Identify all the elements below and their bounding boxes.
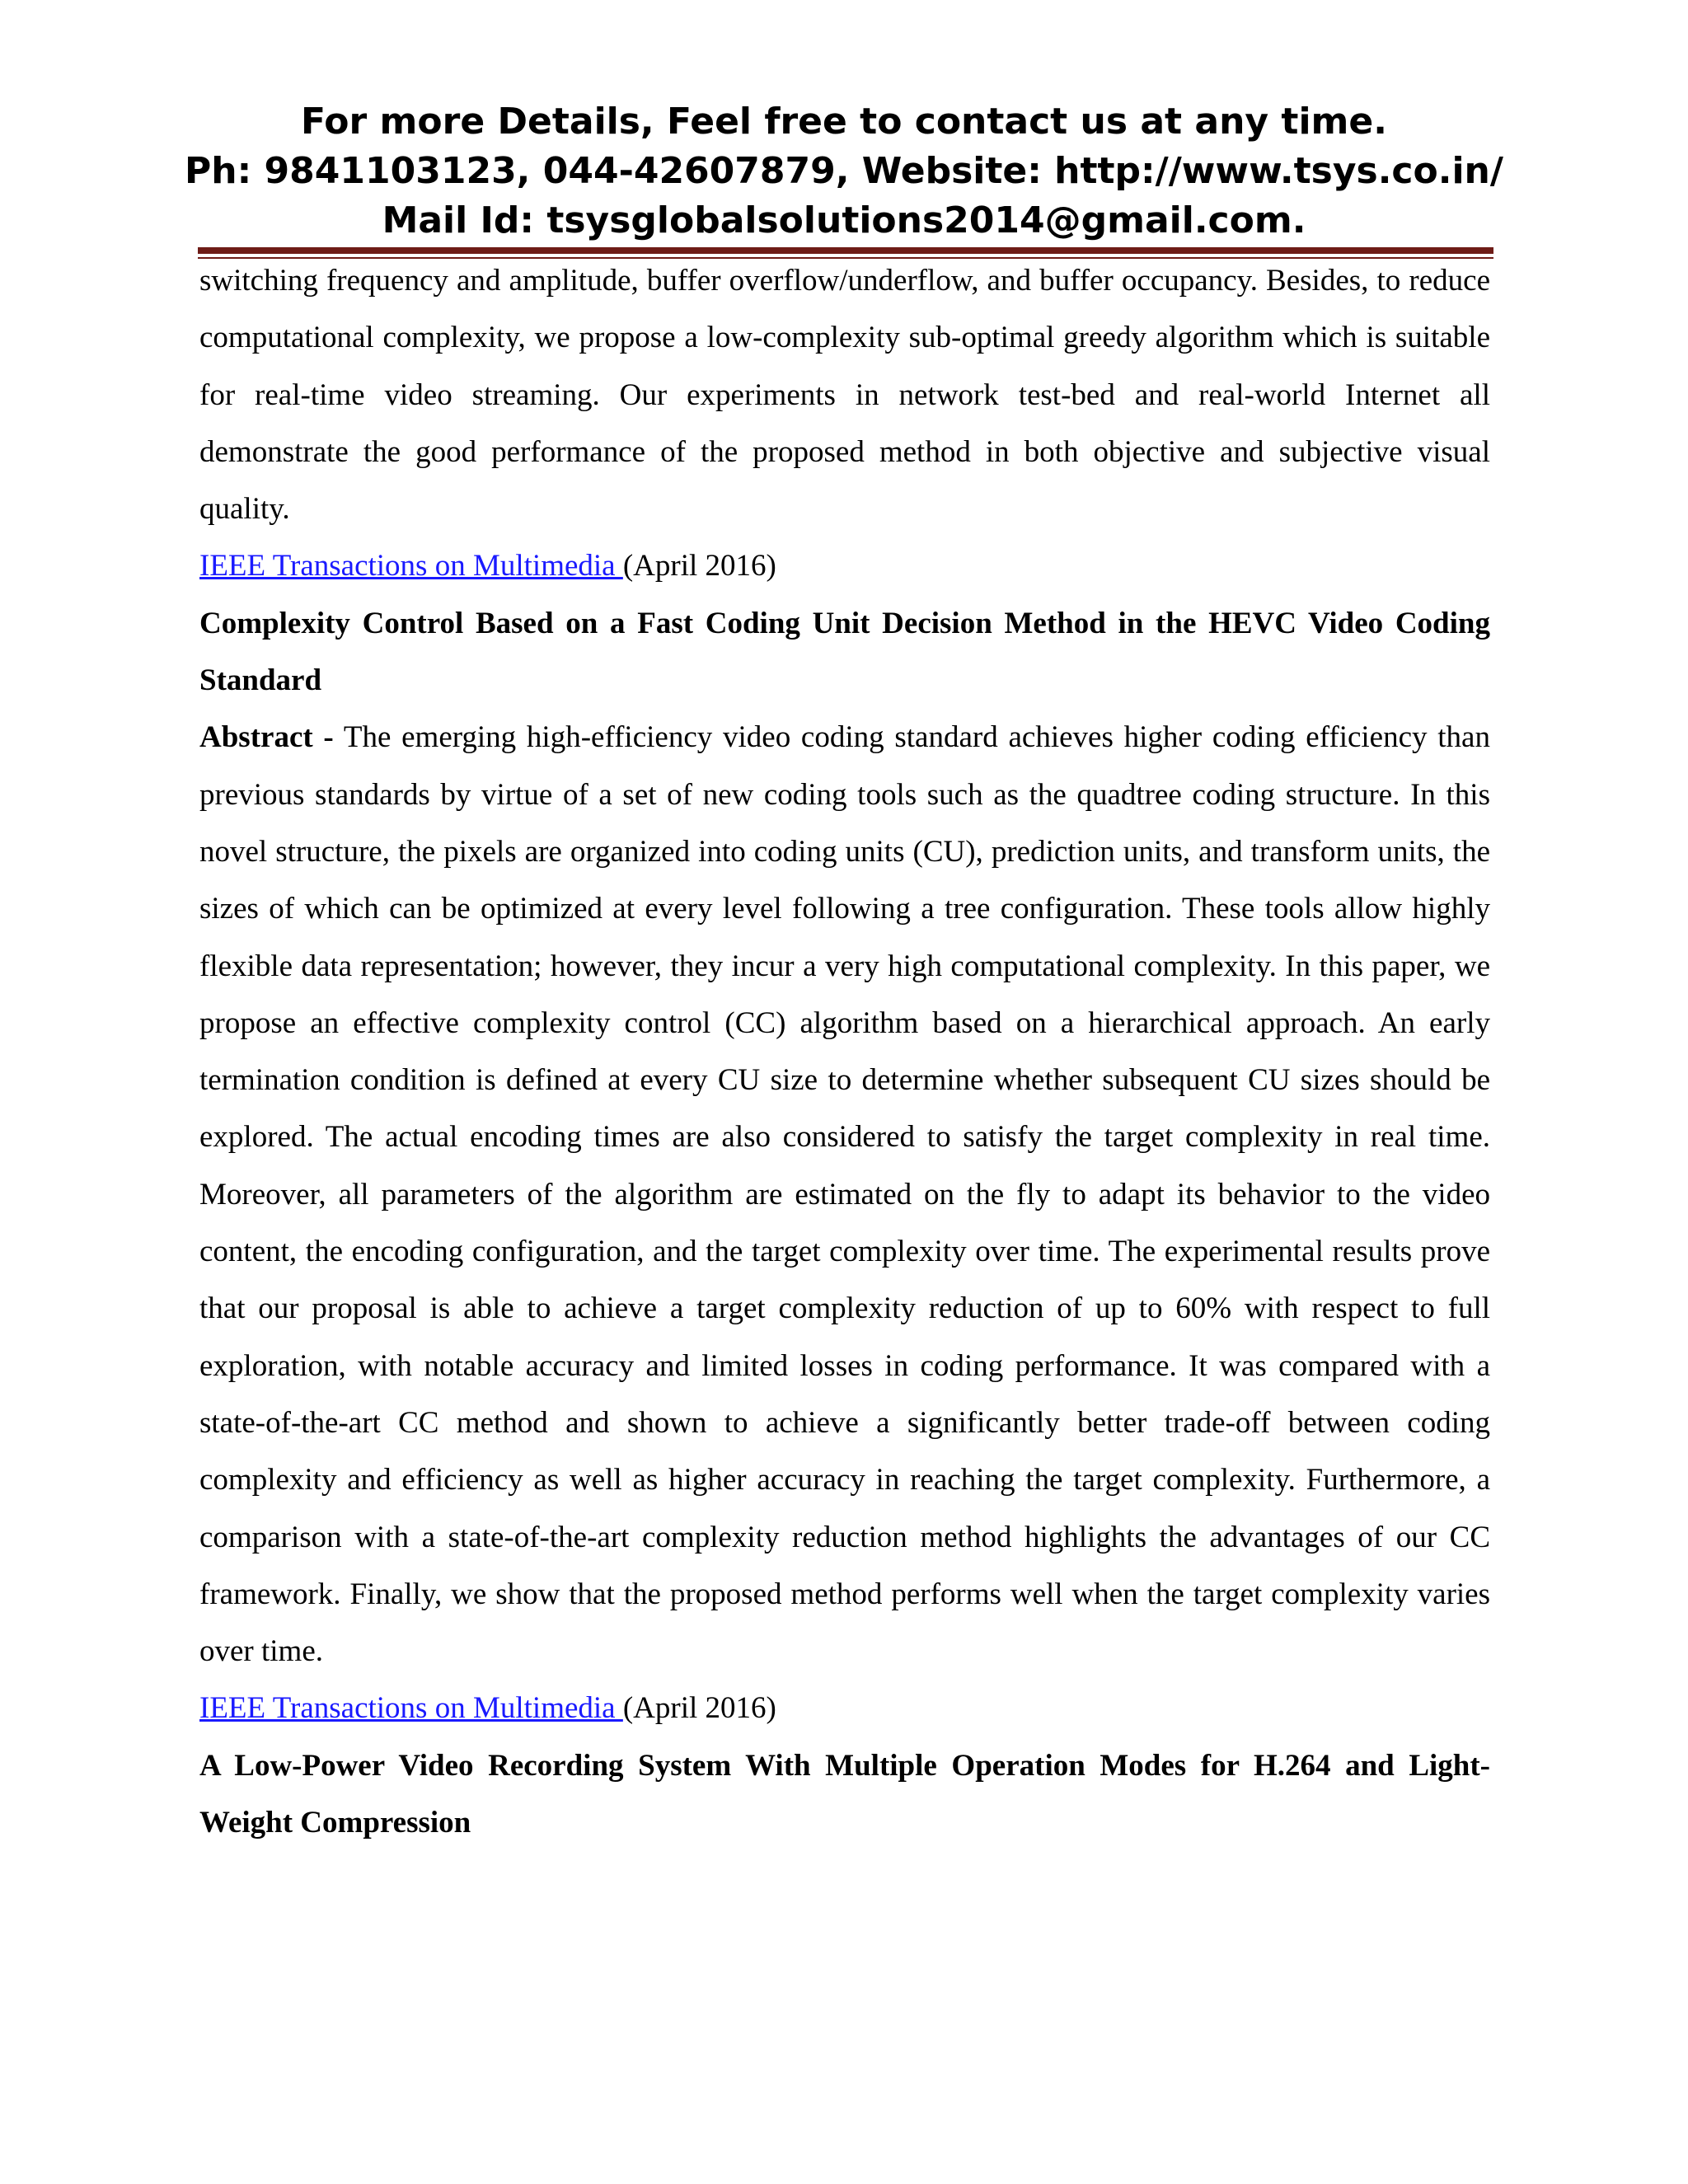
header-line-3: Mail Id: tsysglobalsolutions2014@gmail.com.	[382, 199, 1306, 241]
document-body	[199, 252, 1490, 1851]
contact-header	[0, 97, 1688, 246]
paper-1-reference	[199, 537, 1490, 594]
paper-2-reference	[199, 1680, 1490, 1736]
header-line-1: For more Details, Feel free to contact us at any time.	[301, 101, 1387, 143]
paper-1-abstract-text: The emerging high-efficiency video coding standard achieves higher coding efficiency than previous standards by virtue of a set of new coding tools such as the quadtree coding structure. In this novel structure, the pixels are organized into coding units (CU), prediction units, and transform units, the sizes of which can be optimized at every level following a tree configuration. These tools allow highly flexible data representation; however, they incur a very high computational complexity. In this paper, we propose an effective complexity control (CC) algorithm based on a hierarchical approach. An early termination condition is defined at every CU size to determine whether subsequent CU sizes should be explored. The actual encoding times are also considered to satisfy the target complexity in real time. Moreover, all parameters of the algorithm are estimated on the fly to adapt its behavior to the video content, the encoding configuration, and the target complexity over time. The experimental results prove that our proposal is able to achieve a target complexity reduction of up to 60% with respect to full exploration, with notable accuracy and limited losses in coding performance. It was compared with a state-of-the-art CC method and shown to achieve a significantly better trade-off between coding complexity and efficiency as well as higher accuracy in reaching the target complexity. Furthermore, a comparison with a state-of-the-art complexity reduction method highlights the advantages of our CC framework. Finally, we show that the proposed method performs well when the target complexity varies over time.	[199, 720, 1490, 1669]
paper-1-date: (April 2016)	[622, 549, 776, 583]
paper-1-title: Complexity Control Based on a Fast Coding Unit Decision Method in the HEVC Video Coding Standard	[199, 606, 1490, 698]
paper-1-journal-link[interactable]: IEEE Transactions on Multimedia	[199, 549, 623, 583]
paper-2-journal-link[interactable]: IEEE Transactions on Multimedia	[199, 1691, 623, 1726]
paper-1-abstract	[199, 709, 1490, 1680]
paper-2-date: (April 2016)	[622, 1691, 776, 1726]
intro-paragraph: switching frequency and amplitude, buffer overflow/underflow, and buffer occupancy. Besides, to reduce computational complexity, we propose a low-complexity sub-optimal greedy algorithm which is suitable for real-time video streaming. Our experiments in network test-bed and real-world Internet all demonstrate the good performance of the proposed method in both objective and subjective visual quality.	[199, 264, 1490, 527]
paper-1-abstract-label: Abstract -	[199, 720, 334, 755]
paper-2-title: A Low-Power Video Recording System With Multiple Operation Modes for H.264 and Light-Weight Compression	[199, 1748, 1490, 1840]
header-line-2: Ph: 9841103123, 044-42607879, Website: http://www.tsys.co.in/	[185, 150, 1503, 192]
